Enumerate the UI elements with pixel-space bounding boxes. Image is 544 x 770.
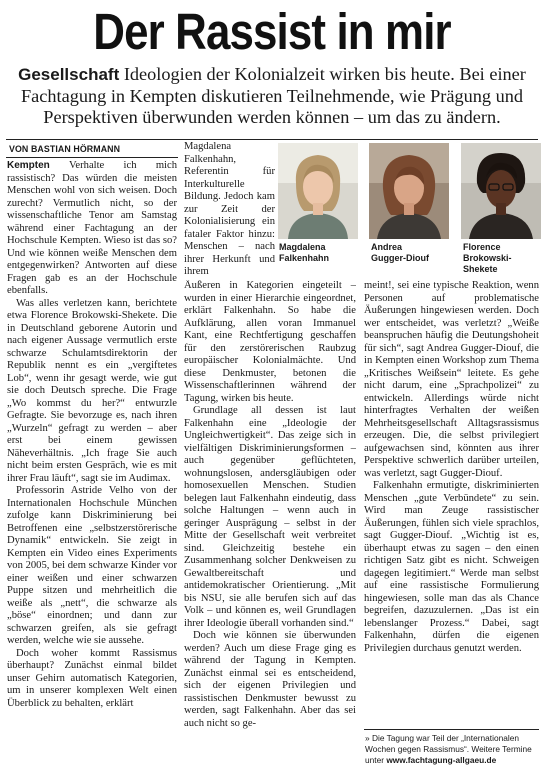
col3-paragraph-2: Falkenhahn ermutigte, diskriminierten Menschen „gute Verbündete“ zu sein. Wird man Zeuge rassistischer Äußerungen, fühlen sich viele sprachlos, sagt Gugger-Diouf. „Wichtig ist es, überhaupt etwas zu sagen – den einen richtigen Satz gibt es nicht. Schweigen dagegen legitimiert.“ Werde man selbst auf eine rassistische Formulierung hingewiesen, solle man das als Chance begreifen, dazuzulernen. „Das ist ein lebenslanger Prozess.“ Dabei, sagt Falkenhahn, dürfen die eigenen Privilegien durchaus genutzt werden. [364,480,539,654]
info-box [365,733,536,766]
col1-p1-text: Verhalte ich mich rassistisch? Das würden die meisten Menschen wohl von sich weisen. Doch zurecht? Vermutlich nicht, so der wissenschaftliche Tenor am Samstag während einer Fachtagung an der Hochschule Kempten. Wieso ist das so? Und wie können weiße Menschen dem entgegenwirken? Antworten auf diese Fragen gab es an der Hochschule ebenfalls. [7,160,177,296]
column-2-upper [184,141,275,279]
kicker: Gesellschaft [18,65,120,84]
lead-paragraph [10,64,534,129]
column-3 [364,280,539,726]
col1-paragraph-1 [7,160,177,298]
col1-paragraph-2: Was alles verletzen kann, berichtete etwa Florence Brokowski-Shekete. Die in Deutschland geborene Autorin und nach eigener Aussage vermutlich erste schwarze Schulamtsdirektorin der Republik nennt es ein „vergiftetes Lob“, wenn ihr gesagt werde, wie gut sie doch Deutsch spreche. Die Frage „Wo kommst du her?“ entwurzle Gefragte. Sie bevorzuge es, nach ihren „Wurzeln“ gefragt zu werden – aber erst bei einem gewissen Näheverhältnis. „Ich frage Sie auch nicht beim ersten Gespräch, wie es mit ihrer Frau läuft“, sagt sie im Audimax. [7,297,177,484]
info-link[interactable]: www.fachtagung-allgaeu.de [386,755,497,765]
col2-paragraph-2: Grundlage all dessen ist laut Falkenhahn eine „Ideologie der Ungleichwertigkeit“. Das zeige sich in vielfältigen Diskriminierungsformen – auch gegenüber geflüchteten, wohnungslosen, andersgläubigen oder homosexuellen Menschen. Studien belegen laut Falkenhahn eindeutig, dass solche Haltungen – wenn auch in geringer Ausprägung – selbst in der Mitte der Gesellschaft weit verbreitet sind. Gleichzeitig bestehe ein Zusammenhang solcher Denkweisen zu Gewaltbereitschaft und antidemokratischer Orientierung. „Mit bis NSU, sie alle berufen sich auf das Volk – und können es, weil Grundlagen ihrer Ideologie überall vorhanden sind.“ [184,405,356,629]
col1-paragraph-4: Doch woher kommt Rassismus überhaupt? Zunächst einmal bildet unser Gehirn automatisch Kategorien, um in unserer komplexen Welt einen Überblick zu behalten, erklärt [7,647,177,709]
column-1 [7,160,177,770]
photo-falkenhahn [278,143,358,239]
col2a-paragraph-1: Magdalena Falkenhahn, Referentin für Interkulturelle Bildung. Jedoch kam zur Zeit der Kolonialisierung ein fataler Faktor hinzu: Menschen – nach ihrer Herkunft und ihrem [184,141,275,277]
info-rule [364,729,539,730]
caption-falkenhahn [279,242,329,264]
headline: Der Rassist in mir [93,3,451,60]
portrait-brokowski-shekete-image [461,143,541,239]
byline-rule [6,157,178,158]
top-rule [6,139,538,140]
column-2 [184,280,356,770]
col2-paragraph-1: Äußeren in Kategorien eingeteilt – wurden in einer Hierarchie eingeordnet, erklärt Falkenhahn. So habe die Aufklärung, allen voran Immanuel Kant, eine Rechtfertigung geschaffen für den zerstörerischen Raubzug europäischer Kolonialmächte. Und diese Denkmuster, betonen die Wissenschaftlerinnen während der Tagung, wirken bis heute. [184,280,356,404]
caption-first-name: Florence [463,242,501,252]
col2-paragraph-3: Doch wie können sie überwunden werden? Auch um diese Frage ging es während der Tagung in Kempten. Zunächst einmal sei es entscheidend, sich der eigenen Privilegien und rassistischen Denkmuster bewusst zu werden, sagt Falkenhahn. Aber das sei auch nicht so ge- [184,630,356,729]
col3-paragraph-1: meint!, sei eine typische Reaktion, wenn Personen auf problematische Äußerungen hingewiesen werden. Doch wer entscheidet, was verletzt? „Weiße beanspruchen häufig die Deutungshoheit für sich“, sagt Andrea Gugger-Diouf, die in Kempten einen Workshop zum Thema „Kritisches Weißsein“ leitete. Es gehe nicht darum, eine „Sprachpolizei“ zu entwickeln. Allerdings würde nicht hinterfragtes Verhalten der weißen Mehrheitsgesellschaft Alltagsrassismus erzeugen. Die, die selbst privilegiert aufgewachsen sind, könnten aus ihrer Perspektive schwerlich darüber urteilen, was verletzt, sagt Gugger-Diouf. [364,280,539,479]
portrait-falkenhahn-image [278,143,358,239]
lead-text: Ideologien der Kolonialzeit wirken bis heute. Bei einer Fachtagung in Kempten diskutieren Teilnehmende, wie Prägung und Perspektiven überwunden werden können – um das zu ändern. [20,64,526,127]
caption-brokowski-shekete [463,242,544,275]
info-text: » Die Tagung war Teil der „Internationalen Wochen gegen Rassismus“. Weitere Termine unter [365,733,532,765]
caption-last-name: Gugger-Diouf [371,253,429,263]
portrait-gugger-diouf-image [369,143,449,239]
photo-gugger-diouf [369,143,449,239]
photo-brokowski-shekete [461,143,541,239]
caption-first-name: Magdalena [279,242,326,252]
caption-gugger-diouf [371,242,429,264]
caption-last-name: Brokowski-Shekete [463,253,512,274]
caption-last-name: Falkenhahn [279,253,330,263]
dateline: Kempten [7,160,50,171]
byline: VON BASTIAN HÖRMANN [9,144,121,155]
col1-paragraph-3: Professorin Astride Velho von der Internationalen Hochschule München zufolge kann Diskriminierung bei Betroffenen eine „selbstzerstörerische Dynamik“ entwickeln. Sie zeigt in Kempten ein Video eines Experiments von 2005, bei dem schwarze Kinder vor einer weißen und einer schwarzen Puppe sitzen und mehrheitlich die weiße als „nett“, die schwarze als „böse“ einordnen; und dann zur schwarzen greifen, als sie gefragt werden, welche wie sie aussehe. [7,485,177,646]
caption-first-name: Andrea [371,242,403,252]
